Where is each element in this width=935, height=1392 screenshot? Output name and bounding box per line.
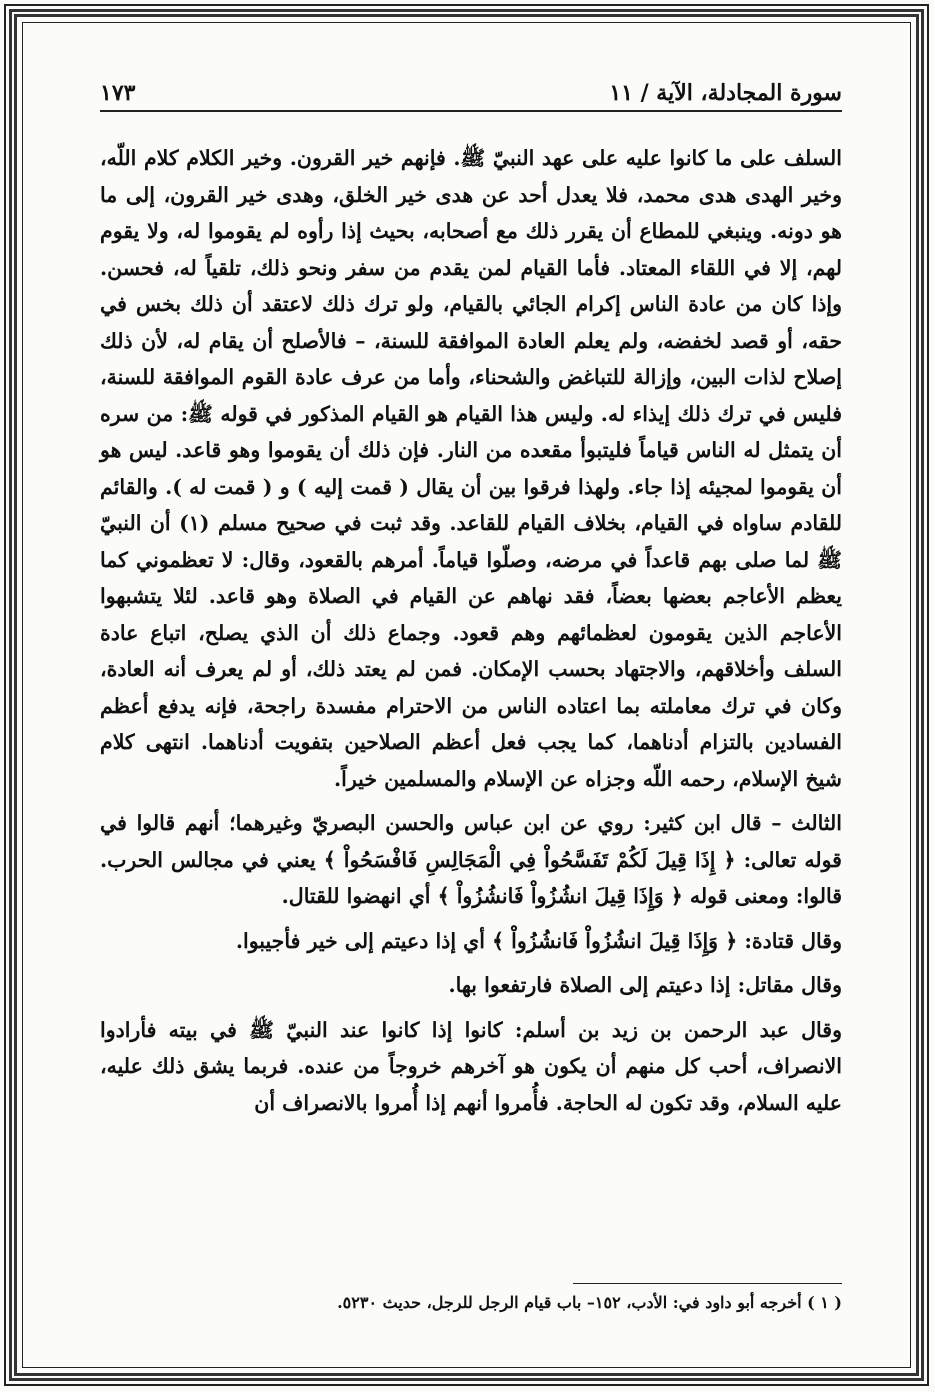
- paragraph-ibn-zayd: وقال عبد الرحمن بن زيد بن أسلم: كانوا إذا كانوا عند النبيّ ﷺ في بيته فأرادوا الانصراف، أحب كل منهم أن يكون هو آخرهم خروجاً من عنده. فربما يشق ذلك عليه، عليه السلام، وقد تكون له الحاجة. فأُمروا أنهم إذا أُمروا بالانصراف أن: [100, 1017, 842, 1115]
- paragraph-qatada: وقال قتادة: ﴿ وَإِذَا قِيلَ انشُزُواْ فَانشُزُواْ ﴾ أي إذا دعيتم إلى خير فأجيبوا.: [235, 928, 842, 953]
- page-number: ١٧٣: [100, 80, 136, 106]
- running-title: سورة المجادلة، الآية / ١١: [609, 80, 842, 106]
- paragraph-third-point: الثالث – قال ابن كثير: روي عن ابن عباس والحسن البصريّ وغيرهما؛ أنهم قالوا في قوله تعالى: ﴿ إِذَا قِيلَ لَكُمْ تَفَسَّحُواْ فِي الْمَجَالِسِ فَافْسَحُواْ ﴾ يعني في مجالس الحرب. قالوا: ومعنى قوله ﴿ وَإِذَا قِيلَ انشُزُواْ فَانشُزُواْ ﴾ أي انهضوا للقتال.: [100, 811, 842, 908]
- footnote: ( ١ ) أخرجه أبو داود في: الأدب، ١٥٢– باب قيام الرجل للرجل، حديث ٥٢٣٠.: [337, 1293, 842, 1312]
- body-text: [100, 140, 842, 1270]
- paragraph-muqatil: وقال مقاتل: إذا دعيتم إلى الصلاة فارتفعوا بها.: [448, 973, 842, 997]
- footnote-rule: [573, 1283, 842, 1284]
- page-header: [100, 72, 842, 106]
- paragraph-ibn-taymiyya: السلف على ما كانوا عليه على عهد النبيّ ﷺ. فإنهم خير القرون. وخير الكلام كلام اللّه، وخير الهدى هدى محمد، فلا يعدل أحد عن هدى خير الخلق، وهدى خير القرون، إلى ما هو دونه. وينبغي للمطاع أن يقرر ذلك مع أصحابه، بحيث إذا رأوه لم يقوموا له، ولا يقوم لهم، إلا في اللقاء المعتاد. فأما القيام لمن يقدم من سفر ونحو ذلك، تلقياً له، فحسن. وإذا كان من عادة الناس إكرام الجائي بالقيام، ولو ترك ذلك لاعتقد أن ذلك بخس في حقه، أو قصد لخفضه، ولم يعلم العادة الموافقة للسنة، – فالأصلح أن يقام له، لأن ذلك إصلاح لذات البين، وإزالة للتباغض والشحناء، وأما من عرف عادة القوم الموافقة للسنة، فليس في ترك ذلك إيذاء له. وليس هذا القيام هو القيام المذكور في قوله ﷺ: من سره أن يتمثل له الناس قياماً فليتبوأ مقعده من النار. فإن ذلك أن يقوموا وهو قاعد. ليس هو أن يقوموا لمجيئه إذا جاء. ولهذا فرقوا بين أن يقال ( قمت إليه ) و ( قمت له ). والقائم للقادم ساواه في القيام، بخلاف القيام للقاعد. وقد ثبت في صحيح مسلم (١) أن النبيّ ﷺ لما صلى بهم قاعداً في مرضه، وصلّوا قياماً. أمرهم بالقعود، وقال: لا تعظموني كما يعظم الأعاجم بعضها بعضاً، فقد نهاهم عن القيام في الصلاة وهو قاعد. لئلا يتشبهوا الأعاجم الذين يقومون لعظمائهم وهم قعود. وجماع ذلك أن الذي يصلح، اتباع عادة السلف وأخلاقهم، والاجتهاد بحسب الإمكان. فمن لم يعتد ذلك، أو لم يعرف أنه العادة، وكان في ترك معاملته بما اعتاده الناس من الاحترام مفسدة راجحة، فإنه يدفع أعظم الفسادين بالتزام أدناهما، كما يجب فعل أعظم الصلاحين بتفويت أدناهما. انتهى كلام شيخ الإسلام، رحمه اللّه وجزاه عن الإسلام والمسلمين خيراً.: [100, 146, 842, 791]
- header-rule: [100, 110, 842, 112]
